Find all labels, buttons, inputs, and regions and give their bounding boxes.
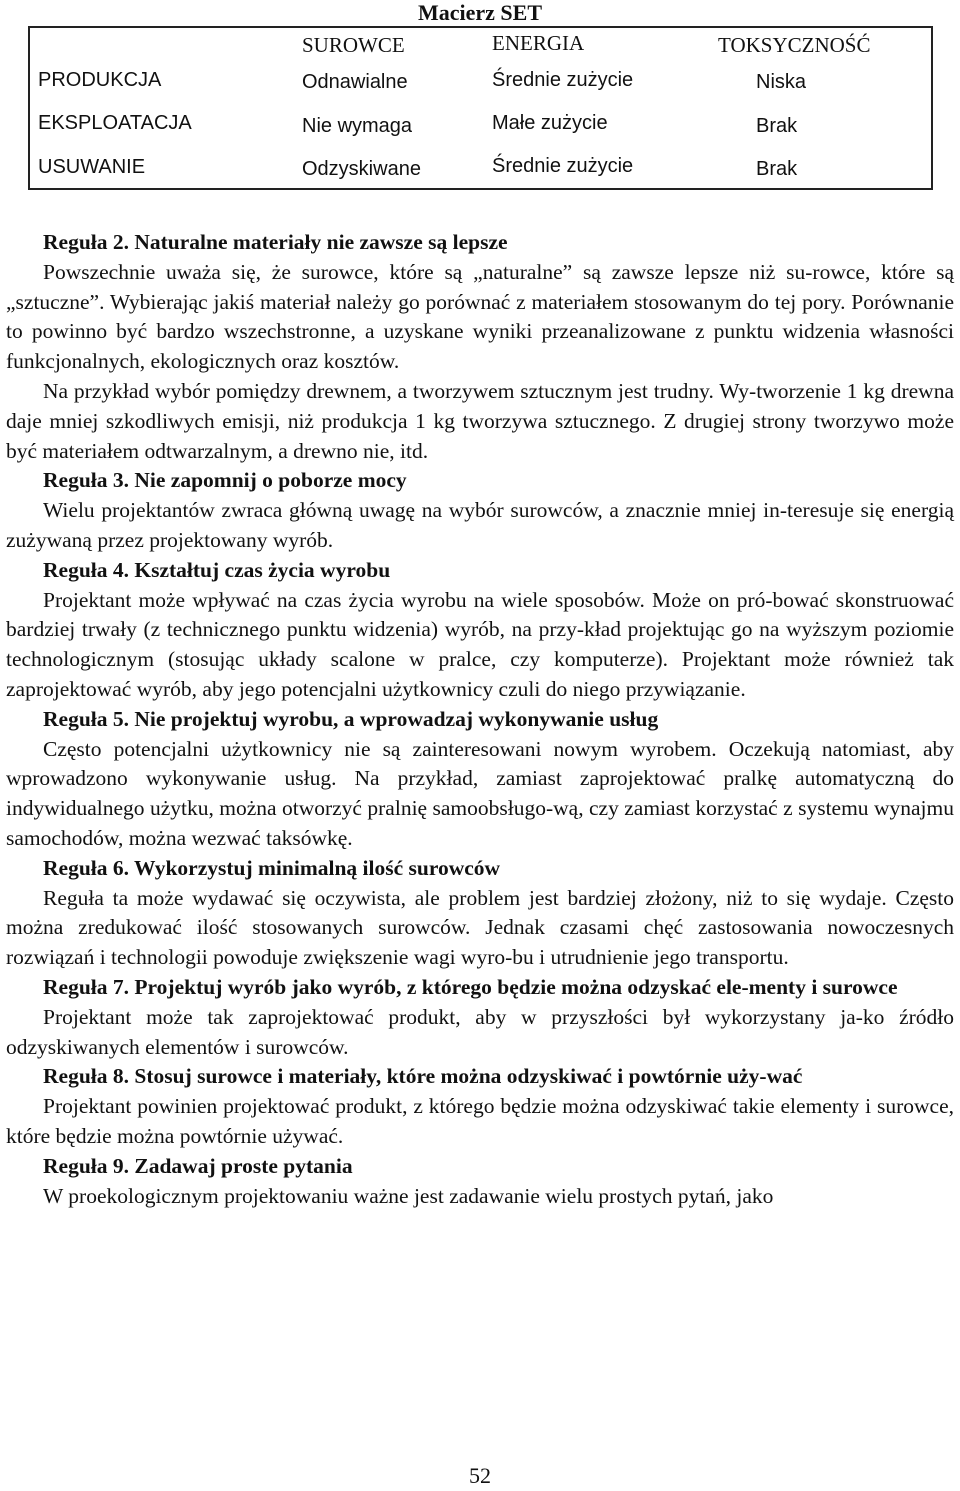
rule-4-heading: Reguła 4. Kształtuj czas życia wyrobu bbox=[43, 557, 391, 582]
column-header-toksycznosc: TOKSYCZNOŚĆ bbox=[718, 33, 871, 57]
paragraph: Projektant może wpływać na czas życia wyrobu na wiele sposobów. Może on pró-bować skonstruować bardziej trwały (z technicznego punktu widzenia) wyrób, na przy-kład projektując go na wyższym poziomie technologicznym (stosując układy scalone w pralce, czy komputerze). Projektant może również tak zaprojektować wyrób, aby jego potencjalni użytkownicy czuli do niego przywiązanie. bbox=[6, 587, 954, 701]
rule-8-heading: Reguła 8. Stosuj surowce i materiały, które można odzyskiwać i powtórnie uży-wać bbox=[43, 1064, 803, 1089]
column-header-energia: ENERGIA bbox=[492, 31, 585, 55]
rule-9-heading: Reguła 9. Zadawaj proste pytania bbox=[43, 1153, 353, 1178]
paragraph: Na przykład wybór pomiędzy drewnem, a tworzywem sztucznym jest trudny. Wy-tworzenie 1 kg drewna daje mniej szkodliwych emisji, niż produkcja 1 kg tworzywa sztucznego. Z drugiej strony tworzywo może być materiałem odtwarzalnym, a drewno nie, itd. bbox=[6, 378, 954, 463]
rule-2-heading: Reguła 2. Naturalne materiały nie zawsze są lepsze bbox=[43, 230, 508, 254]
table-cell: Brak bbox=[756, 158, 798, 180]
row-label-usuwanie: USUWANIE bbox=[38, 156, 146, 178]
paragraph: Powszechnie uważa się, że surowce, które są „naturalne” są zawsze lepsze niż su-rowce, które są „sztuczne”. Wybierając jakiś materiał należy go porównać z materiałem stosowanym do tej pory. Porównanie to powinno być bardzo wszechstronne, a uzyskane wyniki przeanalizowane z punktu widzenia własności funkcjonalnych, ekologicznych oraz kosztów. bbox=[6, 259, 954, 374]
rule-6-heading: Reguła 6. Wykorzystuj minimalną ilość surowców bbox=[43, 855, 501, 880]
set-matrix-table bbox=[28, 26, 933, 190]
row-label-produkcja: PRODUKCJA bbox=[38, 69, 162, 91]
table-cell: Nie wymaga bbox=[302, 115, 413, 137]
rule-3-heading: Reguła 3. Nie zapomnij o poborze mocy bbox=[43, 468, 407, 493]
paragraph: Reguła ta może wydawać się oczywista, ale problem jest bardziej złożony, niż to się wydaje. Często można zredukować ilość stosowanych surowców. Jednak czasami chęć zastosowania nowoczesnych rozwiązań i technologii powoduje zwiększenie wagi wyro-bu i utrudnienie jego transportu. bbox=[6, 885, 954, 970]
paragraph: Projektant może tak zaprojektować produkt, aby w przyszłości był wykorzystany ja-ko źródło odzyskiwanych elementów i surowców. bbox=[6, 1004, 954, 1059]
paragraph: Projektant powinien projektować produkt, z którego będzie można odzyskiwać takie elementy i surowce, które będzie można powtórnie używać. bbox=[6, 1094, 954, 1148]
paragraph: Wielu projektantów zwraca główną uwagę na wybór surowców, a znacznie mniej in-teresuje się energią zużywaną przez projektowany wyrób. bbox=[6, 498, 954, 552]
table-cell: Niska bbox=[756, 71, 807, 93]
table-cell: Brak bbox=[756, 115, 798, 137]
table-cell: Odzyskiwane bbox=[302, 158, 421, 180]
table-cell: Średnie zużycie bbox=[492, 69, 634, 91]
rule-7-heading: Reguła 7. Projektuj wyrób jako wyrób, z którego będzie można odzyskać ele-menty i surowce bbox=[43, 974, 898, 999]
page-number: 52 bbox=[469, 1463, 491, 1488]
paragraph: W proekologicznym projektowaniu ważne jest zadawanie wielu prostych pytań, jako bbox=[43, 1183, 774, 1208]
table-cell: Średnie zużycie bbox=[492, 155, 634, 177]
table-cell: Odnawialne bbox=[302, 71, 408, 93]
document-body bbox=[6, 228, 954, 1211]
row-label-eksploatacja: EKSPLOATACJA bbox=[38, 112, 192, 134]
column-header-surowce: SUROWCE bbox=[302, 33, 405, 57]
table-cell: Małe zużycie bbox=[492, 112, 608, 134]
paragraph: Często potencjalni użytkownicy nie są zainteresowani nowym wyrobem. Oczekują natomiast, aby wprowadzono wykonywanie usług. Na przykład, zamiast zaprojektować pralkę automatyczną do indywidualnego użytku, można otworzyć pralnię samoobsługo-wą, czy zamiast korzystać z systemu wynajmu samochodów, można wezwać taksówkę. bbox=[6, 736, 954, 850]
table-title: Macierz SET bbox=[417, 0, 543, 25]
rule-5-heading: Reguła 5. Nie projektuj wyrobu, a wprowadzaj wykonywanie usług bbox=[43, 706, 659, 731]
